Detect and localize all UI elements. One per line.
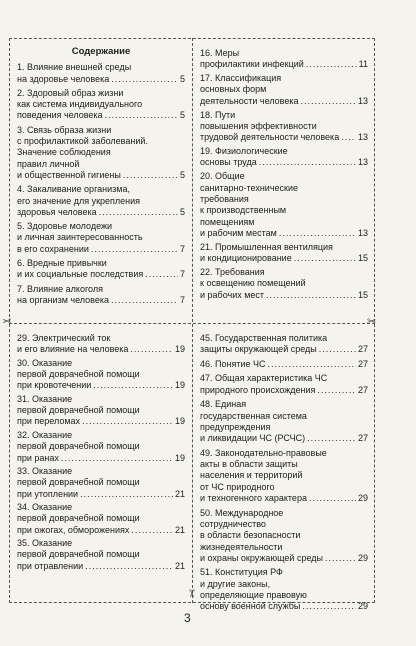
toc-entry-line: 33. Оказание bbox=[17, 466, 73, 477]
dot-leader bbox=[123, 170, 178, 181]
toc-entry-line: 51. Конституция РФ bbox=[200, 567, 283, 578]
toc-entry-line: 47. Общая характеристика ЧС bbox=[200, 373, 328, 384]
toc-entry[interactable] bbox=[200, 333, 368, 356]
toc-entry[interactable] bbox=[200, 448, 368, 504]
toc-entry-line: требования bbox=[200, 193, 249, 204]
toc-page-number: 15 bbox=[357, 253, 368, 264]
toc-entry[interactable] bbox=[17, 358, 185, 392]
dot-leader bbox=[309, 493, 356, 504]
toc-page-number: 13 bbox=[357, 95, 368, 106]
toc-entry-last-line bbox=[17, 269, 185, 280]
toc-entry-last-line bbox=[200, 344, 368, 355]
toc-entry-line: помещениям bbox=[200, 216, 255, 227]
toc-page-number: 5 bbox=[179, 73, 185, 84]
toc-entry-last-line bbox=[17, 489, 185, 500]
toc-entry-line: Значение соблюдения bbox=[17, 147, 111, 158]
toc-page-number: 11 bbox=[358, 59, 368, 70]
toc-entry-line: первой доврачебной помощи bbox=[17, 477, 140, 488]
toc-entry-line: защиты окружающей среды bbox=[200, 344, 317, 355]
toc-entry-last-line bbox=[17, 110, 185, 121]
toc-entry-last-line bbox=[17, 525, 185, 536]
toc-entry-line: 50. Международное bbox=[200, 507, 284, 518]
toc-entry-line: государственная система bbox=[200, 410, 307, 421]
toc-page-number: 27 bbox=[357, 358, 368, 369]
toc-entry[interactable] bbox=[17, 284, 185, 307]
toc-entry-last-line bbox=[200, 385, 368, 396]
toc-entry-last-line bbox=[17, 344, 185, 355]
vertical-cut-line bbox=[192, 38, 193, 603]
scissors-icon: ✂ bbox=[185, 588, 198, 599]
toc-entry[interactable] bbox=[17, 502, 185, 536]
toc-entry-line: и ликвидации ЧС (РСЧС) bbox=[200, 433, 306, 444]
toc-entry-last-line bbox=[200, 253, 368, 264]
toc-entry[interactable] bbox=[17, 394, 185, 428]
toc-entry-line: 18. Пути bbox=[200, 109, 236, 120]
toc-entry-line: трудовой деятельности человека bbox=[200, 132, 340, 143]
toc-list bbox=[200, 48, 368, 301]
toc-entry-last-line bbox=[200, 157, 368, 168]
toc-entry-line: 29. Электрический ток bbox=[17, 333, 111, 343]
toc-entry-line: при переломах bbox=[17, 416, 81, 427]
dot-leader bbox=[267, 359, 356, 370]
toc-entry-line: предупреждения bbox=[200, 421, 271, 432]
toc-entry-last-line bbox=[17, 561, 185, 572]
toc-entry-line: правил личной bbox=[17, 158, 80, 169]
toc-page-number: 7 bbox=[179, 243, 185, 254]
toc-entry-last-line bbox=[17, 416, 185, 427]
toc-entry-line: и другие законы, bbox=[200, 578, 271, 589]
toc-entry-line: акты в области защиты bbox=[200, 459, 298, 470]
dot-leader bbox=[131, 525, 173, 536]
page-number: 3 bbox=[184, 611, 191, 625]
toc-entry-line: его значение для укрепления bbox=[17, 195, 141, 206]
toc-entry-line: повышения эффективности bbox=[200, 120, 317, 131]
dot-leader bbox=[341, 132, 356, 143]
dot-leader bbox=[61, 453, 173, 464]
toc-entry-last-line bbox=[17, 244, 185, 255]
horizontal-cut-line bbox=[9, 323, 375, 324]
toc-page-number: 21 bbox=[174, 488, 185, 499]
dot-leader bbox=[82, 416, 173, 427]
toc-entry-line: на организм человека bbox=[17, 294, 109, 305]
toc-panel-top-right bbox=[200, 48, 368, 303]
toc-page-number: 5 bbox=[179, 206, 185, 217]
toc-entry[interactable] bbox=[17, 221, 185, 255]
toc-entry-last-line bbox=[17, 207, 185, 218]
dot-leader bbox=[317, 385, 356, 396]
dot-leader bbox=[130, 344, 173, 355]
dot-leader bbox=[80, 489, 173, 500]
toc-entry-last-line bbox=[200, 96, 368, 107]
dot-leader bbox=[325, 553, 356, 564]
toc-entry[interactable] bbox=[200, 399, 368, 444]
toc-entry-line: санитарно-технические bbox=[200, 182, 298, 193]
toc-entry-line: 5. Здоровье молодежи bbox=[17, 221, 113, 232]
dot-leader bbox=[105, 110, 178, 121]
toc-page-number: 21 bbox=[174, 560, 185, 571]
toc-entry-line: при отравлении bbox=[17, 560, 84, 571]
toc-entry-line: 45. Государственная политика bbox=[200, 333, 328, 343]
toc-list bbox=[17, 62, 185, 306]
toc-entry-line: 7. Влияние алкоголя bbox=[17, 283, 103, 294]
toc-title: Содержание bbox=[71, 46, 131, 57]
dot-leader bbox=[99, 207, 178, 218]
toc-entry-line: первой доврачебной помощи bbox=[17, 549, 140, 560]
toc-page-number: 19 bbox=[174, 344, 185, 355]
dot-leader bbox=[266, 290, 356, 301]
toc-entry-line: при ожогах, обморожениях bbox=[17, 524, 130, 535]
dot-leader bbox=[259, 157, 356, 168]
toc-entry[interactable] bbox=[200, 508, 368, 564]
toc-entry-line: и охраны окружающей среды bbox=[200, 552, 323, 563]
toc-entry-line: первой доврачебной помощи bbox=[17, 369, 140, 380]
toc-list bbox=[17, 333, 185, 572]
toc-entry-line: 48. Единая bbox=[200, 399, 247, 410]
toc-entry-line: при утоплении bbox=[17, 488, 79, 499]
toc-entry-line: от ЧС природного bbox=[200, 481, 275, 492]
toc-entry-line: основу военной службы bbox=[200, 601, 301, 612]
toc-entry-line: профилактики инфекций bbox=[200, 59, 304, 70]
toc-entry-last-line bbox=[17, 74, 185, 85]
toc-entry-line: 49. Законодательно-правовые bbox=[200, 447, 327, 458]
toc-entry[interactable] bbox=[17, 258, 185, 281]
toc-entry-line: 1. Влияние внешней среды bbox=[17, 62, 132, 73]
toc-entry-line: на здоровье человека bbox=[17, 73, 110, 84]
toc-entry[interactable] bbox=[17, 184, 185, 218]
toc-entry-line: и рабочим местам bbox=[200, 227, 277, 238]
toc-entry-line: 2. Здоровый образ жизни bbox=[17, 87, 124, 98]
toc-entry-line: деятельности человека bbox=[200, 95, 299, 106]
toc-page-number: 19 bbox=[174, 452, 185, 463]
toc-entry-line: основных форм bbox=[200, 84, 267, 95]
toc-entry-line: и их социальные последствия bbox=[17, 269, 144, 280]
toc-panel-bottom-left bbox=[17, 333, 185, 574]
toc-entry[interactable] bbox=[17, 125, 185, 181]
toc-entry-last-line bbox=[17, 295, 185, 306]
toc-entry-last-line bbox=[200, 359, 368, 370]
toc-entry-line: к производственным bbox=[200, 205, 287, 216]
toc-page-number: 27 bbox=[357, 344, 368, 355]
toc-page-number: 27 bbox=[357, 384, 368, 395]
toc-entry-last-line bbox=[200, 493, 368, 504]
toc-entry-line: поведения человека bbox=[17, 110, 103, 121]
dot-leader bbox=[111, 295, 178, 306]
toc-entry-line: 46. Понятие ЧС bbox=[200, 358, 266, 369]
toc-page-number: 5 bbox=[179, 169, 185, 180]
toc-entry[interactable] bbox=[17, 333, 185, 356]
toc-entry-line: определяющие правовую bbox=[200, 590, 307, 601]
toc-entry-line: 19. Физиологические bbox=[200, 146, 288, 157]
toc-entry-line: основы труда bbox=[200, 157, 257, 168]
toc-entry[interactable] bbox=[200, 73, 368, 107]
toc-entry-last-line bbox=[200, 228, 368, 239]
toc-entry-line: и общественной гигиены bbox=[17, 169, 121, 180]
toc-entry-line: жизнедеятельности bbox=[200, 541, 283, 552]
toc-page-number: 29 bbox=[357, 493, 368, 504]
toc-page-number: 19 bbox=[174, 416, 185, 427]
toc-entry-line: 32. Оказание bbox=[17, 429, 73, 440]
toc-entry-last-line bbox=[200, 553, 368, 564]
toc-entry-line: населения и территорий bbox=[200, 470, 303, 481]
toc-page-number: 21 bbox=[174, 524, 185, 535]
toc-entry[interactable] bbox=[17, 430, 185, 464]
toc-entry[interactable] bbox=[200, 146, 368, 169]
toc-entry-line: 31. Оказание bbox=[17, 393, 73, 404]
toc-entry-line: в области безопасности bbox=[200, 530, 301, 541]
toc-entry-line: и личная заинтересованность bbox=[17, 232, 143, 243]
toc-entry-line: 21. Промышленная вентиляция bbox=[200, 241, 333, 252]
toc-entry-line: здоровья человека bbox=[17, 206, 97, 217]
toc-entry-last-line bbox=[200, 601, 368, 612]
toc-entry[interactable] bbox=[17, 62, 185, 85]
toc-entry[interactable] bbox=[200, 373, 368, 396]
toc-entry-last-line bbox=[200, 433, 368, 444]
toc-page-number: 13 bbox=[357, 227, 368, 238]
toc-entry-line: 4. Закаливание организма, bbox=[17, 184, 130, 195]
dot-leader bbox=[306, 59, 357, 70]
toc-entry-line: как система индивидуального bbox=[17, 99, 143, 110]
toc-entry[interactable] bbox=[200, 567, 368, 612]
dot-leader bbox=[85, 561, 173, 572]
toc-entry-last-line bbox=[200, 132, 368, 143]
toc-panel-bottom-right bbox=[200, 333, 368, 616]
toc-entry-line: сотрудничество bbox=[200, 518, 266, 529]
dot-leader bbox=[91, 244, 178, 255]
toc-entry-line: первой доврачебной помощи bbox=[17, 441, 140, 452]
toc-entry-line: и кондиционирование bbox=[200, 253, 292, 264]
dot-leader bbox=[111, 74, 178, 85]
toc-entry-line: и рабочих мест bbox=[200, 289, 265, 300]
toc-entry-line: в его сохранении bbox=[17, 243, 89, 254]
toc-entry-last-line bbox=[17, 170, 185, 181]
toc-entry-line: 20. Общие bbox=[200, 171, 245, 182]
toc-entry-line: 6. Вредные привычки bbox=[17, 258, 107, 269]
toc-entry-line: и техногенного характера bbox=[200, 493, 307, 504]
dot-leader bbox=[294, 253, 356, 264]
toc-entry-line: первой доврачебной помощи bbox=[17, 513, 140, 524]
toc-entry-line: первой доврачебной помощи bbox=[17, 405, 140, 416]
toc-page-number: 15 bbox=[357, 289, 368, 300]
toc-page-number: 27 bbox=[357, 433, 368, 444]
toc-entry-last-line bbox=[200, 290, 368, 301]
toc-entry[interactable] bbox=[17, 466, 185, 500]
toc-entry-line: при ранах bbox=[17, 452, 59, 463]
toc-entry[interactable] bbox=[200, 242, 368, 265]
toc-entry-line: 34. Оказание bbox=[17, 502, 73, 513]
toc-entry[interactable] bbox=[17, 88, 185, 122]
toc-entry-line: 16. Меры bbox=[200, 48, 240, 58]
toc-page-number: 7 bbox=[179, 269, 185, 280]
toc-page-number: 29 bbox=[357, 601, 368, 612]
toc-entry-last-line bbox=[17, 380, 185, 391]
dot-leader bbox=[145, 269, 178, 280]
scissors-icon: ✂ bbox=[367, 316, 377, 328]
toc-entry[interactable] bbox=[200, 48, 368, 71]
toc-entry-line: 17. Классификация bbox=[200, 73, 282, 84]
toc-entry[interactable] bbox=[17, 538, 185, 572]
toc-entry-line: 22. Требования bbox=[200, 266, 265, 277]
toc-page-number: 13 bbox=[357, 157, 368, 168]
toc-entry[interactable] bbox=[200, 267, 368, 301]
toc-entry-line: природного происхождения bbox=[200, 384, 316, 395]
toc-entry-line: 30. Оказание bbox=[17, 357, 73, 368]
toc-entry-last-line bbox=[17, 453, 185, 464]
toc-entry-line: и его влияние на человека bbox=[17, 344, 129, 355]
toc-page-number: 19 bbox=[174, 380, 185, 391]
toc-list bbox=[200, 333, 368, 613]
toc-entry[interactable] bbox=[200, 110, 368, 144]
toc-page-number: 29 bbox=[357, 552, 368, 563]
toc-entry[interactable] bbox=[200, 359, 368, 370]
toc-entry-line: при кровотечении bbox=[17, 380, 92, 391]
dot-leader bbox=[319, 344, 356, 355]
toc-page-number: 13 bbox=[357, 132, 368, 143]
toc-entry-line: 35. Оказание bbox=[17, 538, 73, 549]
toc-entry[interactable] bbox=[200, 171, 368, 239]
toc-entry-last-line bbox=[200, 59, 368, 70]
dot-leader bbox=[301, 96, 356, 107]
toc-entry-line: к освещению помещений bbox=[200, 278, 306, 289]
toc-entry-line: 3. Связь образа жизни bbox=[17, 124, 112, 135]
dot-leader bbox=[307, 433, 356, 444]
toc-panel-top-left bbox=[17, 46, 185, 309]
dot-leader bbox=[93, 380, 173, 391]
dot-leader bbox=[279, 228, 356, 239]
toc-page-number: 5 bbox=[179, 110, 185, 121]
toc-page-number: 7 bbox=[179, 294, 185, 305]
dot-leader bbox=[302, 601, 356, 612]
toc-entry-line: с профилактикой заболеваний. bbox=[17, 136, 148, 147]
scissors-icon: ✂ bbox=[2, 316, 12, 328]
